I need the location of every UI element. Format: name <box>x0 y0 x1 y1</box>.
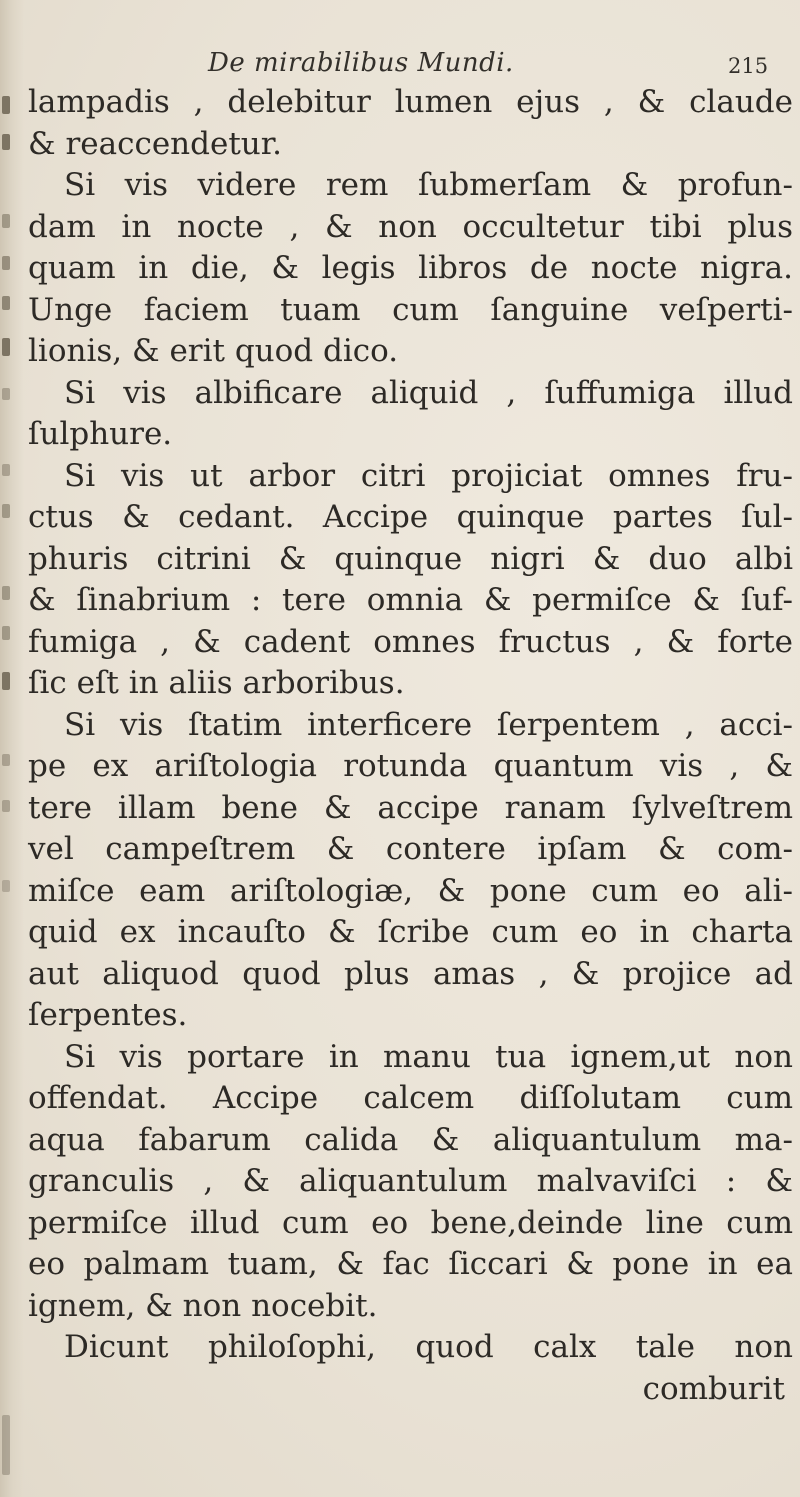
text-line: Si vis portare in manu tua ignem,ut non <box>64 1038 793 1075</box>
text-line: vel campeſtrem & contere ipſam & com- <box>28 831 793 867</box>
text-line: aqua fabarum calida & aliquantulum ma- <box>28 1121 793 1158</box>
text-line: pe ex ariſtologia rotunda quantum vis , & <box>28 748 793 784</box>
page-header <box>0 42 800 82</box>
catchword: comburit <box>642 1370 785 1407</box>
text-line: dam in nocte , & non occultetur tibi plus <box>28 208 793 245</box>
binding-edge <box>2 0 16 1497</box>
text-line: granculis , & aliquantulum malvaviſci : & <box>28 1163 793 1199</box>
text-line: lampadis , delebitur lumen ejus , & claude <box>28 84 793 120</box>
page-number: 215 <box>728 54 769 78</box>
text-line: tere illam bene & accipe ranam ſylveſtrem <box>28 789 793 826</box>
text-line: Si vis ſtatim interficere ſerpentem , acci- <box>64 706 793 743</box>
text-line: permiſce illud cum eo bene,deinde line cum <box>28 1204 793 1241</box>
text-line: Dicunt philoſophi, quod calx tale non <box>64 1329 793 1365</box>
text-line: ſic eſt in aliis arboribus. <box>28 665 405 701</box>
text-line: & reaccendetur. <box>28 125 283 162</box>
text-line: quid ex incauſto & ſcribe cum eo in charta <box>28 914 793 950</box>
text-line: fumiga , & cadent omnes fructus , & forte <box>28 623 793 660</box>
text-line: quam in die, & legis libros de nocte nigra. <box>28 250 793 286</box>
running-title: De mirabilibus Mundi. <box>208 48 514 78</box>
text-line: offendat. Accipe calcem diſſolutam cum <box>28 1080 793 1116</box>
text-line: miſce eam ariſtologiæ, & pone cum eo ali- <box>28 872 793 909</box>
text-line: aut aliquod quod plus amas , & projice ad <box>28 955 793 992</box>
text-line: Unge faciem tuam cum ſanguine veſperti- <box>28 291 793 328</box>
text-line: phuris citrini & quinque nigri & duo albi <box>28 540 793 577</box>
text-line: & ſinabrium : tere omnia & permiſce & ſuf- <box>28 582 793 618</box>
text-line: Si vis albificare aliquid , ſuffumiga illud <box>64 374 793 411</box>
text-line: lionis, & erit quod dico. <box>28 333 399 369</box>
text-line: ſulphure. <box>28 416 173 452</box>
text-line: ignem, & non nocebit. <box>28 1287 378 1324</box>
body-text <box>28 82 793 1410</box>
text-line: ſerpentes. <box>28 997 188 1033</box>
text-line: eo palmam tuam, & fac ſiccari & pone in ea <box>28 1246 793 1282</box>
text-line: Si vis ut arbor citri projiciat omnes fru- <box>64 457 793 494</box>
text-line: Si vis videre rem ſubmerſam & profun- <box>64 167 793 203</box>
text-line: ctus & cedant. Accipe quinque partes ſul- <box>28 499 793 535</box>
